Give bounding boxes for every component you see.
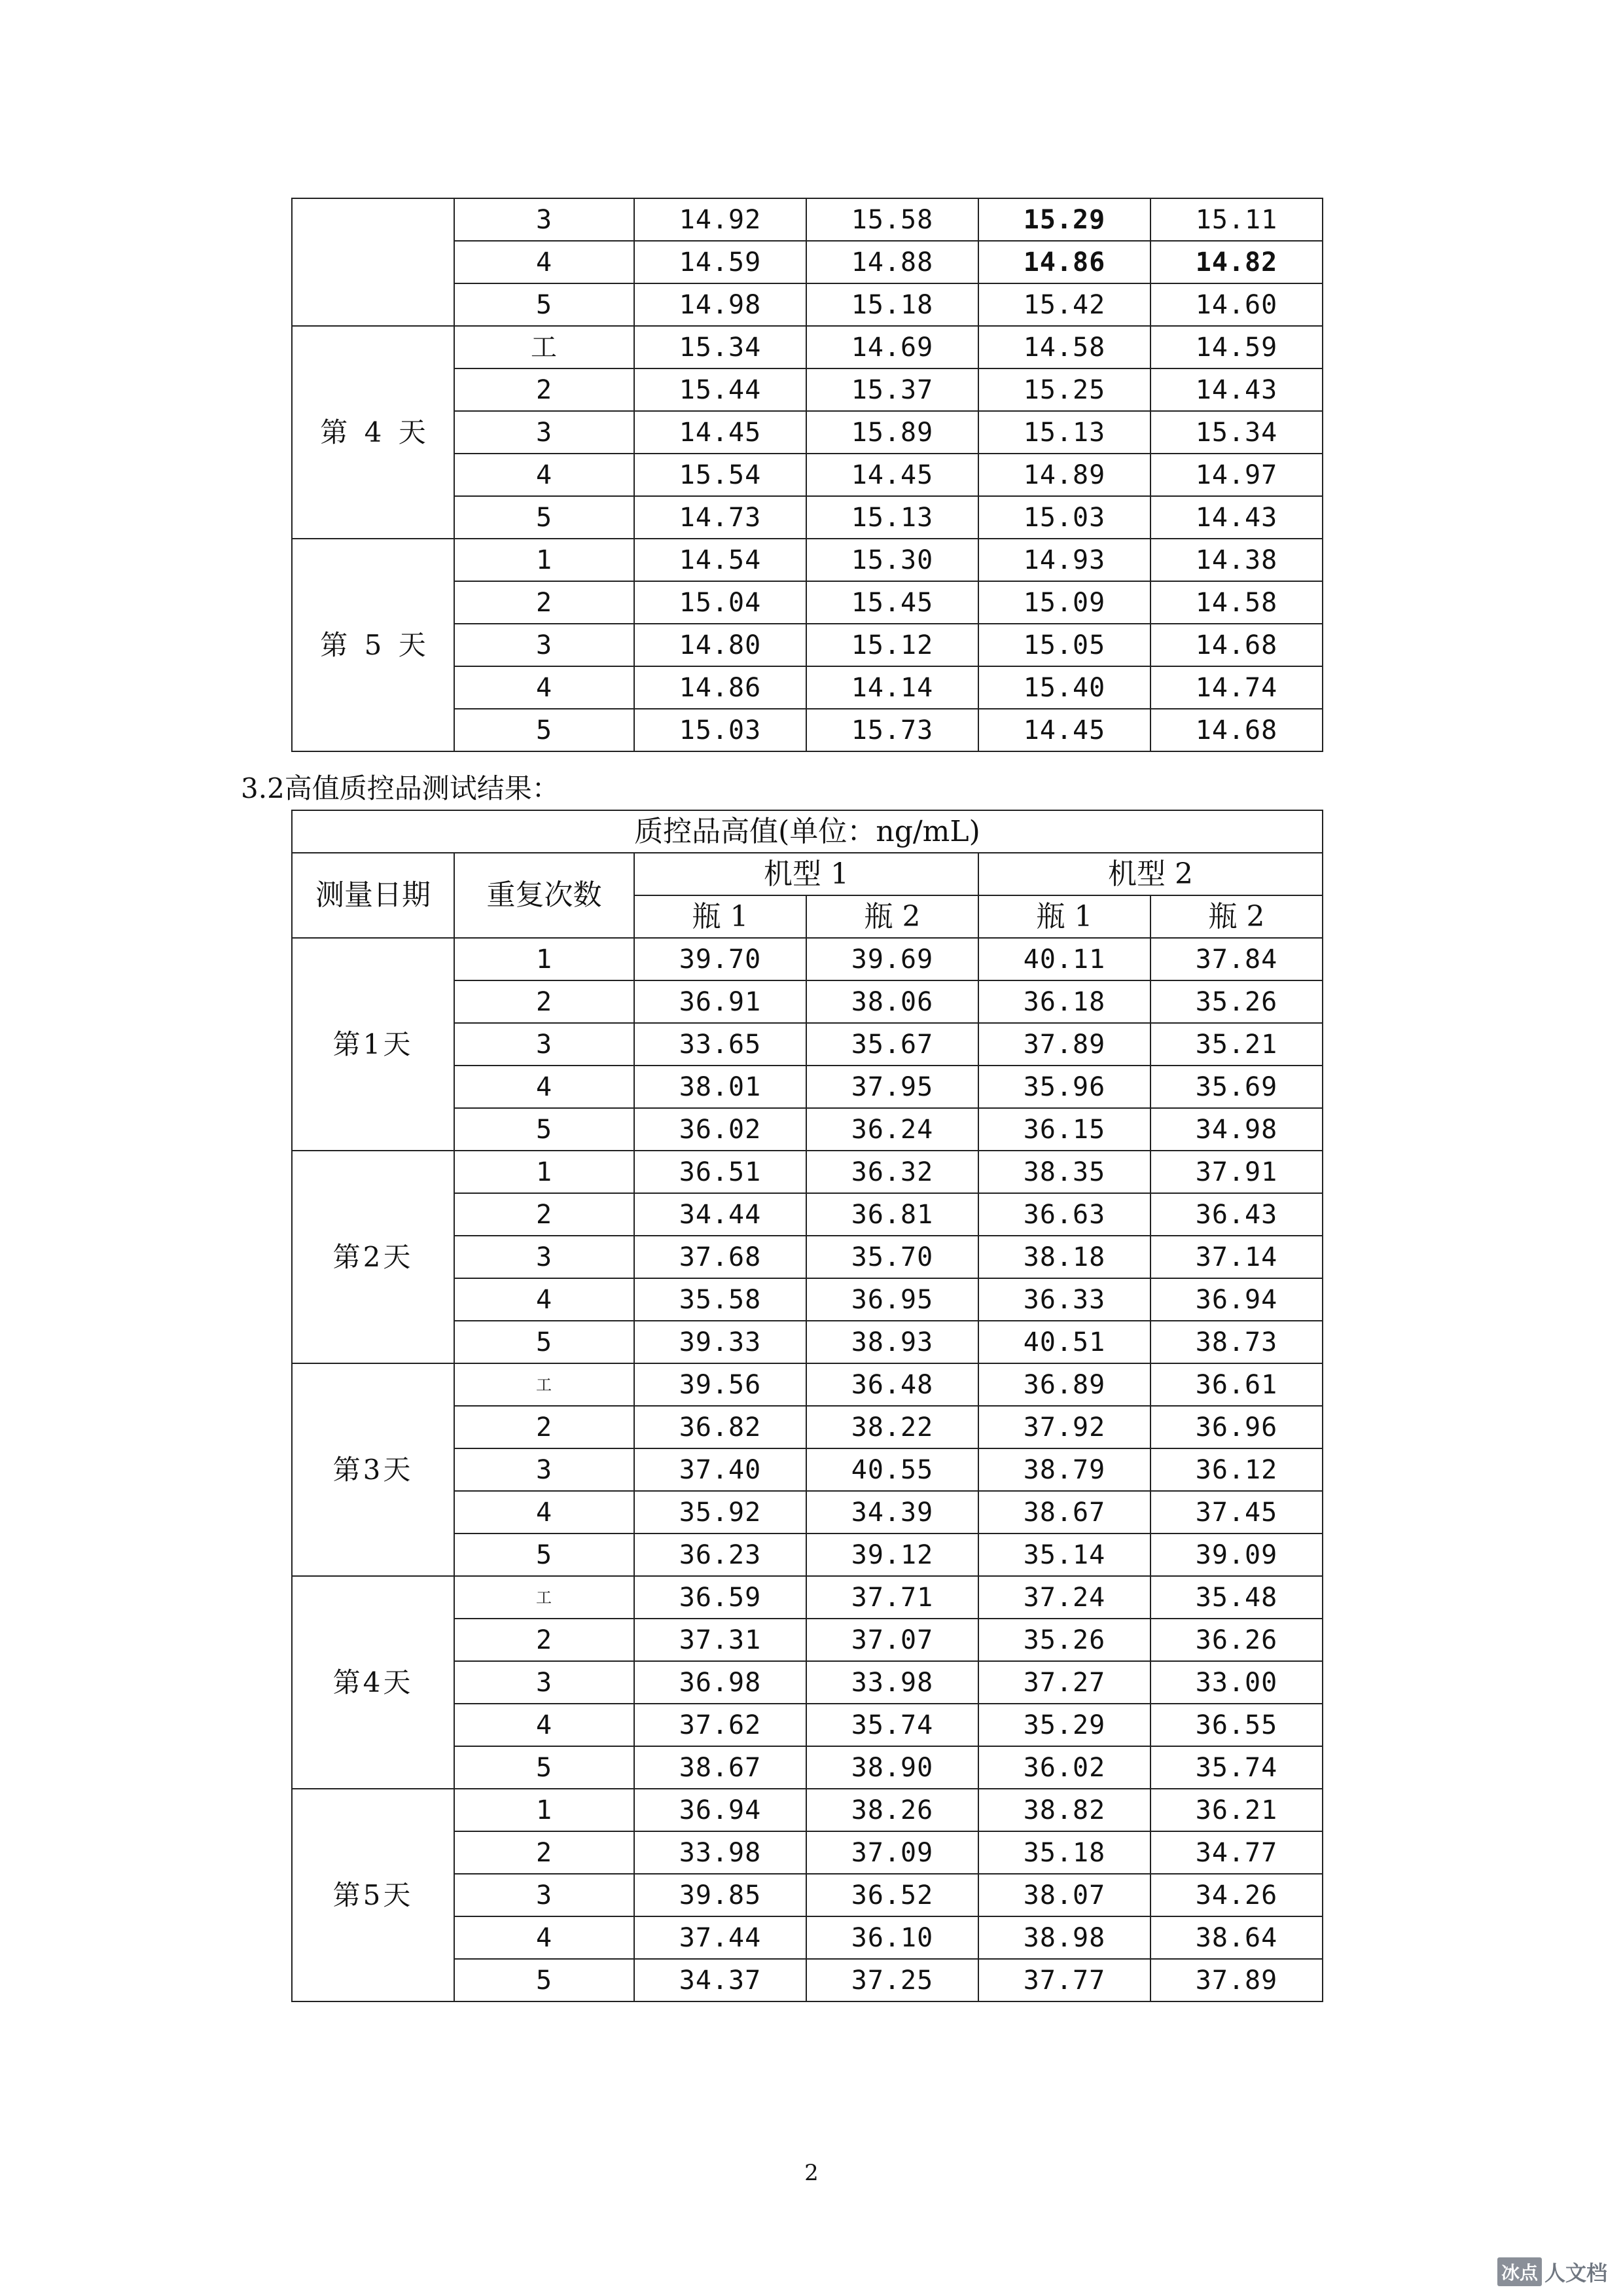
- repeat-number-cell: 3: [454, 1448, 634, 1491]
- value-cell: 38.98: [978, 1916, 1150, 1959]
- value-cell: 37.62: [634, 1704, 806, 1746]
- repeat-number-cell: 5: [454, 709, 634, 751]
- value-cell: 36.26: [1150, 1619, 1323, 1661]
- value-cell: 36.81: [806, 1193, 978, 1236]
- value-cell: 38.64: [1150, 1916, 1323, 1959]
- value-cell: 38.79: [978, 1448, 1150, 1491]
- value-cell: 36.63: [978, 1193, 1150, 1236]
- value-cell: 37.77: [978, 1959, 1150, 2001]
- repeat-number-cell: 4: [454, 241, 634, 283]
- value-cell: 36.32: [806, 1151, 978, 1193]
- value-cell: 36.10: [806, 1916, 978, 1959]
- value-cell: 36.23: [634, 1534, 806, 1576]
- repeat-number-cell: 工: [454, 1576, 634, 1619]
- column-header-bottle: 瓶 1: [634, 895, 806, 938]
- value-cell: 15.44: [634, 368, 806, 411]
- value-cell: 36.33: [978, 1278, 1150, 1321]
- repeat-number-cell: 3: [454, 198, 634, 241]
- value-cell: 39.33: [634, 1321, 806, 1363]
- value-cell: 35.48: [1150, 1576, 1323, 1619]
- value-cell: 37.44: [634, 1916, 806, 1959]
- value-cell: 36.59: [634, 1576, 806, 1619]
- value-cell: 36.12: [1150, 1448, 1323, 1491]
- value-cell: 15.58: [806, 198, 978, 241]
- value-cell: 36.18: [978, 980, 1150, 1023]
- repeat-number-cell: 5: [454, 1959, 634, 2001]
- value-cell: 36.24: [806, 1108, 978, 1151]
- repeat-number-cell: 3: [454, 1661, 634, 1704]
- table-row: [292, 539, 1323, 581]
- repeat-number-cell: 2: [454, 980, 634, 1023]
- value-cell: 14.60: [1150, 283, 1323, 326]
- repeat-number-cell: 5: [454, 1108, 634, 1151]
- value-cell: 15.37: [806, 368, 978, 411]
- repeat-number-cell: 4: [454, 1066, 634, 1108]
- value-cell: 33.65: [634, 1023, 806, 1066]
- repeat-number-cell: 2: [454, 1619, 634, 1661]
- value-cell: 34.77: [1150, 1831, 1323, 1874]
- value-cell: 35.26: [978, 1619, 1150, 1661]
- value-cell: 36.94: [634, 1789, 806, 1831]
- value-cell: 14.59: [634, 241, 806, 283]
- repeat-number-cell: 2: [454, 368, 634, 411]
- section-heading: 3.2高值质控品测试结果：: [241, 772, 560, 804]
- value-cell: 36.21: [1150, 1789, 1323, 1831]
- column-header-model-2: 机型 2: [978, 853, 1323, 895]
- value-cell: 40.51: [978, 1321, 1150, 1363]
- value-cell: 39.85: [634, 1874, 806, 1916]
- table-row: [292, 1576, 1323, 1619]
- value-cell: 14.43: [1150, 368, 1323, 411]
- value-cell: 37.24: [978, 1576, 1150, 1619]
- value-cell: 14.45: [634, 411, 806, 454]
- value-cell: 38.06: [806, 980, 978, 1023]
- column-header-date: 测量日期: [292, 853, 454, 938]
- value-cell: 15.05: [978, 624, 1150, 666]
- value-cell: 38.07: [978, 1874, 1150, 1916]
- value-cell: 39.12: [806, 1534, 978, 1576]
- value-cell: 15.09: [978, 581, 1150, 624]
- value-cell: 14.58: [978, 326, 1150, 368]
- table-row: [292, 938, 1323, 980]
- value-cell: 14.69: [806, 326, 978, 368]
- value-cell: 38.93: [806, 1321, 978, 1363]
- value-cell: 14.93: [978, 539, 1150, 581]
- value-cell: 36.48: [806, 1363, 978, 1406]
- value-cell: 38.26: [806, 1789, 978, 1831]
- day-label-cell: 第4天: [292, 1576, 454, 1789]
- value-cell: 37.07: [806, 1619, 978, 1661]
- table-row: [292, 1151, 1323, 1193]
- repeat-number-cell: 5: [454, 1321, 634, 1363]
- day-label-cell: [292, 198, 454, 326]
- value-cell: 14.14: [806, 666, 978, 709]
- table-row: [292, 326, 1323, 368]
- repeat-number-cell: 工: [454, 326, 634, 368]
- value-cell: 14.59: [1150, 326, 1323, 368]
- table-row: [292, 1363, 1323, 1406]
- repeat-number-cell: 5: [454, 1534, 634, 1576]
- value-cell: 37.89: [1150, 1959, 1323, 2001]
- value-cell: 35.58: [634, 1278, 806, 1321]
- value-cell: 36.94: [1150, 1278, 1323, 1321]
- value-cell: 15.89: [806, 411, 978, 454]
- column-header-bottle: 瓶 1: [978, 895, 1150, 938]
- watermark-text: 人文档: [1544, 2261, 1607, 2286]
- value-cell: 35.70: [806, 1236, 978, 1278]
- repeat-number-cell: 1: [454, 938, 634, 980]
- value-cell: 35.74: [1150, 1746, 1323, 1789]
- repeat-number-cell: 5: [454, 1746, 634, 1789]
- value-cell: 33.98: [634, 1831, 806, 1874]
- continued-results-body: [292, 198, 1323, 751]
- value-cell: 15.34: [634, 326, 806, 368]
- value-cell: 36.91: [634, 980, 806, 1023]
- value-cell: 34.39: [806, 1491, 978, 1534]
- value-cell: 35.74: [806, 1704, 978, 1746]
- repeat-number-cell: 3: [454, 1023, 634, 1066]
- value-cell: 35.26: [1150, 980, 1323, 1023]
- repeat-number-cell: 1: [454, 539, 634, 581]
- value-cell: 15.25: [978, 368, 1150, 411]
- value-cell: 14.88: [806, 241, 978, 283]
- value-cell: 37.84: [1150, 938, 1323, 980]
- repeat-number-cell: 2: [454, 1193, 634, 1236]
- value-cell: 37.89: [978, 1023, 1150, 1066]
- repeat-number-cell: 4: [454, 1704, 634, 1746]
- value-cell: 36.96: [1150, 1406, 1323, 1448]
- value-cell: 36.51: [634, 1151, 806, 1193]
- value-cell: 15.45: [806, 581, 978, 624]
- value-cell: 14.86: [978, 241, 1150, 283]
- repeat-number-cell: 3: [454, 1874, 634, 1916]
- value-cell: 14.54: [634, 539, 806, 581]
- value-cell: 36.52: [806, 1874, 978, 1916]
- continued-results-table: [291, 198, 1323, 752]
- repeat-number-cell: 3: [454, 624, 634, 666]
- value-cell: 15.73: [806, 709, 978, 751]
- value-cell: 38.18: [978, 1236, 1150, 1278]
- value-cell: 14.43: [1150, 496, 1323, 539]
- day-label-cell: 第3天: [292, 1363, 454, 1576]
- repeat-number-cell: 1: [454, 1151, 634, 1193]
- column-header-bottle: 瓶 2: [1150, 895, 1323, 938]
- value-cell: 14.38: [1150, 539, 1323, 581]
- value-cell: 15.40: [978, 666, 1150, 709]
- value-cell: 36.55: [1150, 1704, 1323, 1746]
- repeat-number-cell: 4: [454, 454, 634, 496]
- value-cell: 15.04: [634, 581, 806, 624]
- value-cell: 15.42: [978, 283, 1150, 326]
- value-cell: 15.29: [978, 198, 1150, 241]
- value-cell: 38.22: [806, 1406, 978, 1448]
- value-cell: 14.68: [1150, 624, 1323, 666]
- high-qc-results-table: [291, 810, 1323, 2002]
- value-cell: 14.68: [1150, 709, 1323, 751]
- value-cell: 39.09: [1150, 1534, 1323, 1576]
- value-cell: 37.40: [634, 1448, 806, 1491]
- value-cell: 37.31: [634, 1619, 806, 1661]
- value-cell: 34.44: [634, 1193, 806, 1236]
- value-cell: 38.73: [1150, 1321, 1323, 1363]
- high-qc-results-body: [292, 938, 1323, 2001]
- day-label-cell: 第2天: [292, 1151, 454, 1363]
- value-cell: 35.18: [978, 1831, 1150, 1874]
- value-cell: 40.55: [806, 1448, 978, 1491]
- value-cell: 15.34: [1150, 411, 1323, 454]
- value-cell: 14.82: [1150, 241, 1323, 283]
- value-cell: 37.14: [1150, 1236, 1323, 1278]
- value-cell: 39.70: [634, 938, 806, 980]
- value-cell: 39.69: [806, 938, 978, 980]
- value-cell: 36.43: [1150, 1193, 1323, 1236]
- value-cell: 34.98: [1150, 1108, 1323, 1151]
- value-cell: 15.12: [806, 624, 978, 666]
- repeat-number-cell: 4: [454, 1491, 634, 1534]
- repeat-number-cell: 2: [454, 1406, 634, 1448]
- value-cell: 37.95: [806, 1066, 978, 1108]
- day-label-cell: 第5天: [292, 1789, 454, 2001]
- value-cell: 37.45: [1150, 1491, 1323, 1534]
- value-cell: 14.89: [978, 454, 1150, 496]
- value-cell: 36.02: [978, 1746, 1150, 1789]
- value-cell: 38.82: [978, 1789, 1150, 1831]
- value-cell: 37.92: [978, 1406, 1150, 1448]
- value-cell: 14.92: [634, 198, 806, 241]
- repeat-number-cell: 3: [454, 1236, 634, 1278]
- repeat-number-cell: 5: [454, 496, 634, 539]
- column-header-bottle: 瓶 2: [806, 895, 978, 938]
- column-header-model-1: 机型 1: [634, 853, 978, 895]
- repeat-number-cell: 3: [454, 411, 634, 454]
- value-cell: 33.98: [806, 1661, 978, 1704]
- value-cell: 14.58: [1150, 581, 1323, 624]
- value-cell: 35.96: [978, 1066, 1150, 1108]
- value-cell: 37.91: [1150, 1151, 1323, 1193]
- table-title: 质控品高值(单位：ng/mL): [292, 810, 1323, 853]
- value-cell: 35.29: [978, 1704, 1150, 1746]
- value-cell: 35.14: [978, 1534, 1150, 1576]
- value-cell: 14.97: [1150, 454, 1323, 496]
- value-cell: 14.45: [978, 709, 1150, 751]
- value-cell: 14.86: [634, 666, 806, 709]
- value-cell: 36.89: [978, 1363, 1150, 1406]
- value-cell: 15.11: [1150, 198, 1323, 241]
- watermark-logo: [1497, 2257, 1607, 2287]
- page-number: 2: [804, 2160, 819, 2186]
- value-cell: 14.73: [634, 496, 806, 539]
- value-cell: 37.27: [978, 1661, 1150, 1704]
- value-cell: 36.61: [1150, 1363, 1323, 1406]
- repeat-number-cell: 1: [454, 1789, 634, 1831]
- value-cell: 35.69: [1150, 1066, 1323, 1108]
- value-cell: 34.37: [634, 1959, 806, 2001]
- value-cell: 14.45: [806, 454, 978, 496]
- day-label-cell: 第 5 天: [292, 539, 454, 751]
- value-cell: 15.03: [634, 709, 806, 751]
- value-cell: 34.26: [1150, 1874, 1323, 1916]
- value-cell: 40.11: [978, 938, 1150, 980]
- day-label-cell: 第 4 天: [292, 326, 454, 539]
- value-cell: 37.09: [806, 1831, 978, 1874]
- value-cell: 36.98: [634, 1661, 806, 1704]
- value-cell: 15.03: [978, 496, 1150, 539]
- day-label-cell: 第1天: [292, 938, 454, 1151]
- value-cell: 37.68: [634, 1236, 806, 1278]
- repeat-number-cell: 4: [454, 1916, 634, 1959]
- value-cell: 14.74: [1150, 666, 1323, 709]
- high-qc-table-header: [292, 810, 1323, 938]
- value-cell: 38.01: [634, 1066, 806, 1108]
- repeat-number-cell: 5: [454, 283, 634, 326]
- value-cell: 33.00: [1150, 1661, 1323, 1704]
- repeat-number-cell: 2: [454, 1831, 634, 1874]
- value-cell: 15.13: [806, 496, 978, 539]
- value-cell: 35.92: [634, 1491, 806, 1534]
- value-cell: 35.67: [806, 1023, 978, 1066]
- value-cell: 36.15: [978, 1108, 1150, 1151]
- repeat-number-cell: 2: [454, 581, 634, 624]
- value-cell: 38.35: [978, 1151, 1150, 1193]
- table-row: [292, 198, 1323, 241]
- value-cell: 15.54: [634, 454, 806, 496]
- value-cell: 39.56: [634, 1363, 806, 1406]
- value-cell: 37.25: [806, 1959, 978, 2001]
- value-cell: 36.82: [634, 1406, 806, 1448]
- value-cell: 36.95: [806, 1278, 978, 1321]
- value-cell: 38.67: [978, 1491, 1150, 1534]
- value-cell: 35.21: [1150, 1023, 1323, 1066]
- value-cell: 15.30: [806, 539, 978, 581]
- repeat-number-cell: 工: [454, 1363, 634, 1406]
- value-cell: 37.71: [806, 1576, 978, 1619]
- value-cell: 14.80: [634, 624, 806, 666]
- watermark-badge: 冰点: [1497, 2257, 1542, 2286]
- value-cell: 36.02: [634, 1108, 806, 1151]
- value-cell: 38.67: [634, 1746, 806, 1789]
- value-cell: 15.13: [978, 411, 1150, 454]
- value-cell: 15.18: [806, 283, 978, 326]
- repeat-number-cell: 4: [454, 1278, 634, 1321]
- table-row: [292, 1789, 1323, 1831]
- repeat-number-cell: 4: [454, 666, 634, 709]
- value-cell: 38.90: [806, 1746, 978, 1789]
- column-header-repeat: 重复次数: [454, 853, 634, 938]
- value-cell: 14.98: [634, 283, 806, 326]
